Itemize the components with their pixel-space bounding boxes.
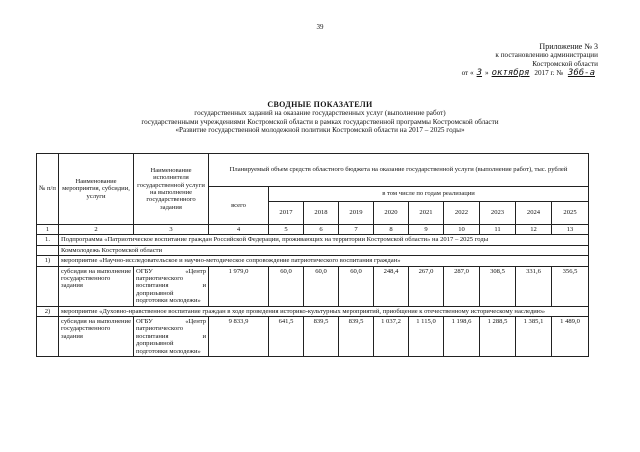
subsidy-year-value: 287,0	[444, 266, 480, 306]
heading-line1: государственных заданий на оказание государственных услуг (выполнение работ)	[194, 109, 446, 118]
appendix-line2: Костромской области	[532, 60, 598, 68]
committee-text: Коммолодежь Костромской области	[59, 245, 589, 255]
order-year: 2017 г. №	[534, 69, 564, 77]
column-numbers-row	[37, 225, 589, 235]
col-number: 11	[480, 225, 516, 235]
subsidy-year-value: 1 115,0	[409, 317, 444, 357]
year-header: 2019	[339, 202, 374, 225]
order-mid: »	[485, 69, 489, 77]
year-header: 2025	[552, 202, 589, 225]
subsidy-year-value: 248,4	[374, 266, 409, 306]
order-day: 3	[476, 68, 483, 78]
subsidy-year-value: 356,5	[552, 266, 589, 306]
subsidy-year-value: 839,5	[339, 317, 374, 357]
header-row-1	[37, 154, 589, 187]
subsidy-year-value: 1 037,2	[374, 317, 409, 357]
subsidy-name: субсидия на выполнение государственного задания	[59, 266, 134, 306]
subsidy-total: 1 979,0	[209, 266, 269, 306]
measure-text: мероприятие «Научно-исследовательское и научно-методическое сопровождение патриотического воспитания граждан»	[59, 256, 589, 266]
subprogram-num: 1.	[37, 235, 59, 245]
subsidy-row	[37, 266, 589, 306]
order-number: 366-а	[567, 68, 595, 78]
committee-row	[37, 245, 589, 255]
header-measure: Наименование мероприятия, субсидии, услуги	[59, 154, 134, 225]
col-number: 10	[444, 225, 480, 235]
year-header: 2020	[374, 202, 409, 225]
header-total: всего	[209, 187, 269, 225]
measure-row	[37, 256, 589, 266]
col-number: 12	[516, 225, 552, 235]
year-header: 2017	[269, 202, 304, 225]
subsidy-year-value: 267,0	[409, 266, 444, 306]
col-number: 13	[552, 225, 589, 235]
year-header: 2022	[444, 202, 480, 225]
subsidy-year-value: 1 198,6	[444, 317, 480, 357]
order-line	[418, 69, 598, 78]
subsidy-year-value: 839,5	[304, 317, 339, 357]
subsidy-executor: ОГБУ «Центр патриотического воспитания и допризывной подготовки молодежи»	[134, 317, 209, 357]
measure-num: 1)	[37, 256, 59, 266]
header-planned: Планируемый объем средств областного бюджета на оказание государственной услуги (выполнение работ), тыс. рублей	[209, 154, 589, 187]
col-number: 9	[409, 225, 444, 235]
subprogram-text: Подпрограмма «Патриотическое воспитание граждан Российской Федерации, проживающих на территории Костромской области» на 2017 – 2025 годы	[59, 235, 589, 245]
col-number: 1	[37, 225, 59, 235]
col-number: 7	[339, 225, 374, 235]
year-header: 2018	[304, 202, 339, 225]
measure-num: 2)	[37, 306, 59, 316]
appendix-block	[418, 42, 598, 78]
subsidy-year-value: 1 288,5	[480, 317, 516, 357]
col-number: 5	[269, 225, 304, 235]
subsidy-name: субсидия на выполнение государственного задания	[59, 317, 134, 357]
subsidy-year-value: 331,6	[516, 266, 552, 306]
subsidy-year-value: 641,5	[269, 317, 304, 357]
appendix-title: Приложение № 3	[539, 42, 598, 51]
heading-line2: государственными учреждениями Костромской области в рамках государственной программы Костромской области	[141, 117, 499, 126]
year-header: 2023	[480, 202, 516, 225]
subsidy-executor: ОГБУ «Центр патриотического воспитания и допризывной подготовки молодежи»	[134, 266, 209, 306]
col-number: 2	[59, 225, 134, 235]
subsidy-year-value: 308,5	[480, 266, 516, 306]
header-executor: Наименование исполнителя государственной услуги на выполнение государственного задания	[134, 154, 209, 225]
subsidy-total: 9 833,9	[209, 317, 269, 357]
col-number: 6	[304, 225, 339, 235]
year-header: 2024	[516, 202, 552, 225]
measure-text: мероприятие «Духовно-нравственное воспитание граждан в ходе проведения историко-культурных мероприятий, приобщение к отечественному историческому наследию»	[59, 306, 589, 316]
page-number: 39	[316, 23, 324, 31]
heading-title: СВОДНЫЕ ПОКАЗАТЕЛИ	[267, 100, 373, 109]
col-number: 8	[374, 225, 409, 235]
subsidy-year-value: 1 385,1	[516, 317, 552, 357]
subsidy-year-value: 60,0	[304, 266, 339, 306]
header-by-years: в том числе по годам реализации	[269, 187, 589, 202]
heading-line3: «Развитие государственной молодежной политики Костромской области на 2017 – 2025 годы»	[175, 126, 465, 135]
subprogram-row	[37, 235, 589, 245]
subsidy-year-value: 60,0	[339, 266, 374, 306]
order-month: октября	[491, 68, 530, 78]
measure-row	[37, 306, 589, 316]
col-number: 3	[134, 225, 209, 235]
subsidy-year-value: 60,0	[269, 266, 304, 306]
order-from: от «	[461, 69, 474, 77]
appendix-line1: к постановлению администрации	[495, 51, 598, 59]
document-heading	[0, 101, 640, 135]
subsidy-row	[37, 317, 589, 357]
year-header: 2021	[409, 202, 444, 225]
subsidy-year-value: 1 489,0	[552, 317, 589, 357]
col-number: 4	[209, 225, 269, 235]
header-num: № п/п	[37, 154, 59, 225]
indicators-table	[36, 153, 589, 357]
